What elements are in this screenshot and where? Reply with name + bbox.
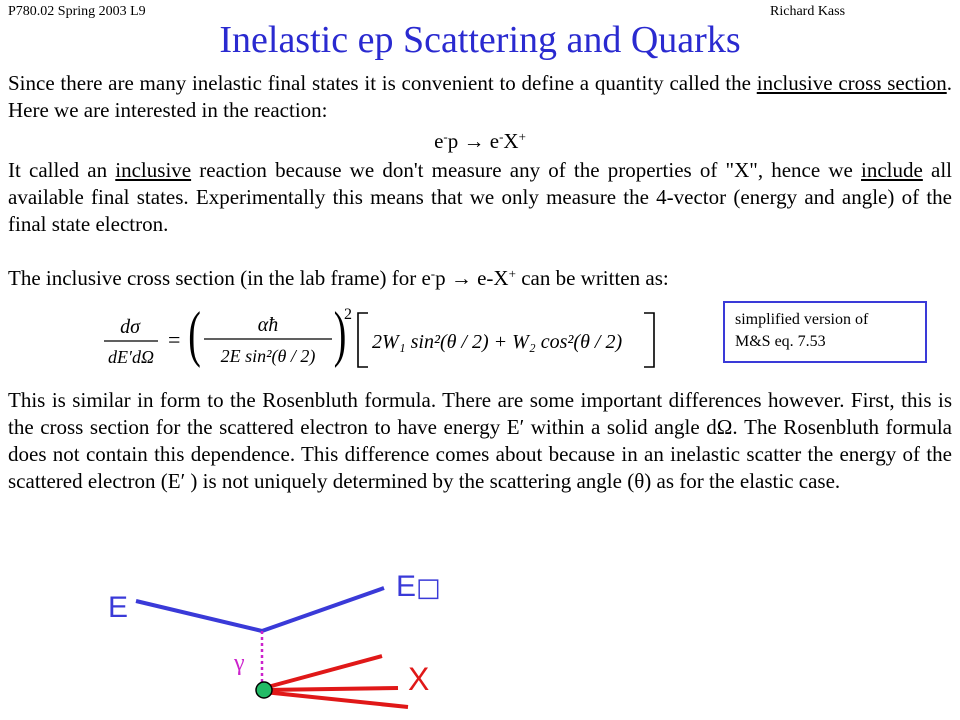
- slide-title: Inelastic ep Scattering and Quarks: [219, 19, 741, 61]
- lab-frame-text-3: can be written as:: [515, 266, 669, 290]
- incoming-electron-line: [136, 601, 262, 631]
- hadron-line-1: [264, 656, 382, 688]
- reaction-lhs-p: p: [447, 129, 459, 153]
- inclusive-cross-section-term: inclusive cross section: [756, 71, 947, 95]
- formula-equals: =: [168, 327, 181, 352]
- formula-left-paren: (: [188, 305, 201, 369]
- formula-lhs-numerator: dσ: [120, 316, 140, 338]
- reaction-arrow: →: [463, 129, 485, 153]
- label-eprime: E: [396, 570, 417, 603]
- note-box: [723, 301, 927, 363]
- discussion-paragraph: This is similar in form to the Rosenbluth formula. There are some important differences however. First, this is the cross section for the scattered electron to have energy E′ within a solid angle dΩ. The Rosenbluth formula does not contain this dependence. This difference comes about because in an inelastic scatter the energy of the scattered electron (E′ ) is not uniquely determined by the scattering angle (θ) as for the elastic case.: [8, 388, 952, 493]
- scattering-diagram: [0, 570, 960, 720]
- formula-right-paren: ): [333, 305, 347, 369]
- formula-right-bracket: [644, 313, 654, 367]
- reaction-rhs-x-charge: +: [518, 129, 526, 144]
- scattered-electron-line: [262, 588, 384, 631]
- inclusive-text-2: reaction because we don't measure any of the properties of "X", hence we: [191, 158, 862, 182]
- formula-inner-numerator: αħ: [257, 314, 279, 336]
- label-gamma: γ: [234, 650, 245, 676]
- header-right: Richard Kass: [770, 4, 846, 19]
- reaction-lhs-e: e: [434, 129, 444, 153]
- reaction-equation: [0, 128, 960, 155]
- note-line-1: simplified version of: [735, 311, 869, 328]
- proton-vertex-dot: [256, 682, 272, 698]
- formula-inner-denominator: 2E sin²(θ / 2): [220, 346, 316, 366]
- formula-left-bracket: [358, 313, 368, 367]
- reaction-rhs-e: e: [489, 129, 500, 153]
- lab-frame-text-2: p → e-X: [435, 266, 509, 290]
- reaction-rhs-x: X: [503, 129, 519, 153]
- intro-paragraph: [8, 70, 952, 124]
- note-line-2: M&S eq. 7.53: [735, 333, 826, 350]
- label-x: X: [408, 661, 430, 697]
- header-left: P780.02 Spring 2003 L9: [8, 4, 146, 19]
- hadron-line-3: [264, 692, 408, 707]
- include-term: include: [861, 158, 923, 182]
- lab-frame-paragraph: [8, 265, 952, 292]
- lab-frame-sup-1: -: [430, 266, 436, 281]
- reaction-rhs-e-charge: -: [499, 129, 504, 144]
- lab-frame-sup-2: +: [508, 266, 516, 281]
- formula-power: 2: [344, 306, 352, 323]
- lab-frame-text-1: The inclusive cross section (in the lab frame) for e: [8, 266, 431, 290]
- formula-bracket-term: 2W₁ sin²(θ / 2) + W₂ cos²(θ / 2): [372, 331, 623, 353]
- inclusive-paragraph: [8, 157, 952, 238]
- formula-lhs-denominator: dE′dΩ: [108, 347, 154, 367]
- inclusive-term: inclusive: [115, 158, 192, 182]
- inclusive-text-3: all available final states. Experimentally this means that we only measure the 4-vector (energy and angle) of the final state electron.: [8, 158, 952, 236]
- label-eprime-box: □: [416, 573, 441, 603]
- intro-text-1: Since there are many inelastic final states it is convenient to define a quantity called the: [8, 71, 757, 95]
- intro-text-2: . Here we are interested in the reaction:: [8, 71, 952, 122]
- cross-section-formula: [100, 305, 700, 375]
- hadron-line-2: [264, 688, 398, 690]
- label-e: E: [108, 591, 129, 624]
- reaction-lhs-e-charge: -: [443, 129, 448, 144]
- inclusive-text-1: It called an: [8, 158, 116, 182]
